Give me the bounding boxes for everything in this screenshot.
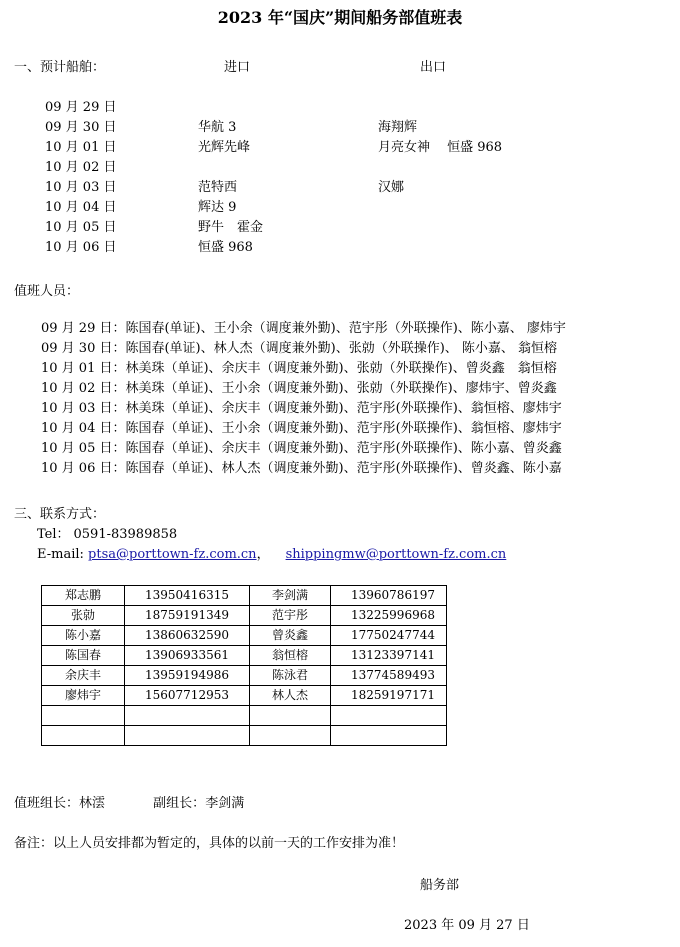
contact-name: 林人杰 [250, 686, 331, 706]
contact-name: 李剑满 [250, 586, 331, 606]
email-link-ptsa[interactable]: ptsa@porttown-fz.com.cn [88, 547, 257, 562]
ship-date: 10 月 06 日 [45, 240, 117, 255]
ships-heading: 一、预计船舶： [14, 60, 106, 75]
col-out-header: 出口 [420, 60, 447, 75]
tel-number: 0591-83989858 [73, 527, 178, 542]
email-separator: ， [256, 547, 270, 562]
contact-name [42, 726, 125, 746]
duty-row: 10 月 04 日：陈国春（单证)、王小余（调度兼外勤)、范宇彤(外联操作)、翁恒榕、廖炜宇 [41, 421, 562, 436]
ship-row [0, 238, 680, 258]
ship-date: 09 月 30 日 [45, 120, 117, 135]
contact-name [250, 706, 331, 726]
contact-name: 陈国春 [42, 646, 125, 666]
ship-outbound: 月亮女神 恒盛 968 [378, 140, 503, 155]
contact-name: 张勍 [42, 606, 125, 626]
leader-line [14, 796, 244, 812]
ship-date: 10 月 02 日 [45, 160, 117, 175]
duty-row: 10 月 01 日：林美珠（单证)、余庆丰（调度兼外勤)、张勍（外联操作)、曾炎鑫 翁恒榕 [41, 361, 557, 376]
email-line [37, 547, 506, 563]
ship-row [0, 118, 680, 138]
tel-line [37, 527, 177, 543]
ship-row [0, 218, 680, 238]
table-row [42, 626, 447, 646]
ship-row [0, 178, 680, 198]
col-in-header: 进口 [224, 60, 251, 75]
ship-date: 10 月 05 日 [45, 220, 117, 235]
contact-phone: 13959194986 [125, 666, 250, 686]
contact-name: 曾炎鑫 [250, 626, 331, 646]
table-row [42, 726, 447, 746]
contact-name: 范宇彤 [250, 606, 331, 626]
ship-inbound: 恒盛 968 [198, 240, 253, 255]
ship-outbound: 汉娜 [378, 180, 405, 195]
contact-name: 余庆丰 [42, 666, 125, 686]
ship-date: 10 月 01 日 [45, 140, 117, 155]
document-title: 2023 年“国庆”期间船务部值班表 [217, 8, 463, 27]
duty-row: 10 月 03 日：林美珠（单证)、余庆丰（调度兼外勤)、范宇彤(外联操作)、翁恒榕、廖炜宇 [41, 401, 562, 416]
ship-date: 09 月 29 日 [45, 100, 117, 115]
ship-row [0, 138, 680, 158]
contact-phone: 13906933561 [125, 646, 250, 666]
contact-name: 陈泳君 [250, 666, 331, 686]
contact-phone: 17750247744 [331, 626, 447, 646]
signature-dept: 船务部 [420, 878, 460, 893]
tel-label: Tel： [37, 527, 70, 542]
note-text: 备注：以上人员安排都为暂定的，具体的以前一天的工作安排为准！ [14, 836, 405, 851]
contact-phone [331, 726, 447, 746]
leader-name: 林澐 [79, 796, 106, 811]
duty-row: 10 月 06 日：陈国春（单证)、林人杰（调度兼外勤)、范宇彤(外联操作)、曾炎鑫、陈小嘉 [41, 461, 562, 476]
ship-outbound: 海翔辉 [378, 120, 418, 135]
contact-phone: 13860632590 [125, 626, 250, 646]
contact-phone: 18759191349 [125, 606, 250, 626]
deputy-name: 李剑满 [205, 796, 245, 811]
contact-phone [125, 706, 250, 726]
ship-inbound: 光辉先峰 [198, 140, 251, 155]
deputy-label: 副组长： [153, 796, 206, 811]
contact-name [42, 706, 125, 726]
contact-phone: 13225996968 [331, 606, 447, 626]
contact-phone: 13960786197 [331, 586, 447, 606]
ship-inbound: 辉达 9 [198, 200, 237, 215]
duty-row: 10 月 02 日：林美珠（单证)、王小余（调度兼外勤)、张勍（外联操作)、廖炜宇、曾炎鑫 [41, 381, 557, 396]
ship-date: 10 月 03 日 [45, 180, 117, 195]
email-link-shippingmw[interactable]: shippingmw@porttown-fz.com.cn [285, 547, 507, 562]
contact-table [41, 585, 447, 746]
email-label: E-mail: [37, 547, 84, 562]
contact-name: 翁恒榕 [250, 646, 331, 666]
table-row [42, 706, 447, 726]
ship-date: 10 月 04 日 [45, 200, 117, 215]
contact-name: 陈小嘉 [42, 626, 125, 646]
contact-phone [331, 706, 447, 726]
table-row [42, 646, 447, 666]
contact-phone: 13123397141 [331, 646, 447, 666]
contact-phone: 13774589493 [331, 666, 447, 686]
contact-phone: 15607712953 [125, 686, 250, 706]
duty-row: 09 月 30 日：陈国春(单证)、林人杰（调度兼外勤)、张勍（外联操作)、 陈小嘉、 翁恒榕 [41, 341, 558, 356]
contact-name: 廖炜宇 [42, 686, 125, 706]
signature-date: 2023 年 09 月 27 日 [404, 918, 530, 933]
contact-heading: 三、联系方式： [14, 507, 106, 522]
ship-inbound: 华航 3 [198, 120, 237, 135]
contact-phone: 18259197171 [331, 686, 447, 706]
ship-inbound: 范特西 [198, 180, 238, 195]
ship-inbound: 野牛 霍金 [198, 220, 264, 235]
duty-heading: 值班人员： [14, 284, 80, 299]
contact-name: 郑志鹏 [42, 586, 125, 606]
duty-row: 09 月 29 日：陈国春(单证)、王小余（调度兼外勤)、范宇彤（外联操作)、陈小嘉、 廖炜宇 [41, 321, 566, 336]
table-row [42, 686, 447, 706]
ship-row [0, 198, 680, 218]
table-row [42, 586, 447, 606]
leader-label: 值班组长： [14, 796, 80, 811]
ship-row [0, 98, 680, 118]
table-row [42, 666, 447, 686]
duty-row: 10 月 05 日：陈国春（单证)、余庆丰（调度兼外勤)、范宇彤(外联操作)、陈小嘉、曾炎鑫 [41, 441, 562, 456]
contact-name [250, 726, 331, 746]
table-row [42, 606, 447, 626]
contact-phone [125, 726, 250, 746]
ship-row [0, 158, 680, 178]
contact-phone: 13950416315 [125, 586, 250, 606]
